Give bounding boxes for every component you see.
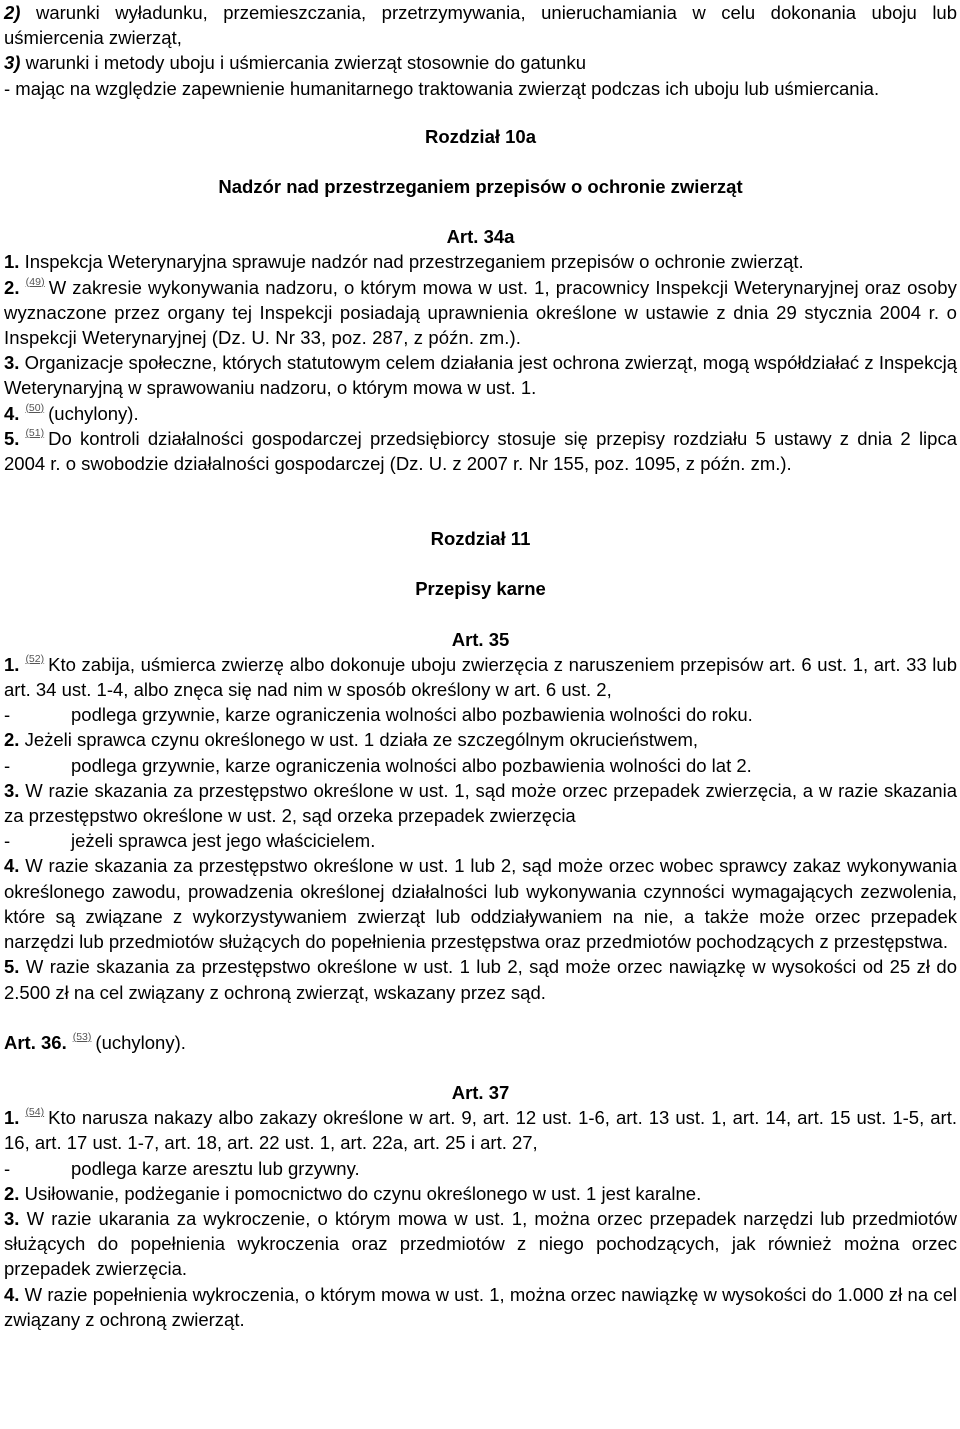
chapter-10a-subtitle: Nadzór nad przestrzeganiem przepisów o ochronie zwierząt <box>218 176 743 198</box>
art35-ust-2 <box>4 727 957 752</box>
paragraph-tail: - mając na względzie zapewnienie humanitarnego traktowania zwierząt podczas ich uboju lub uśmiercania. <box>4 77 880 99</box>
point-2 <box>4 0 957 50</box>
art35-ust-4 <box>4 853 957 954</box>
art35-ust-1 <box>4 652 957 702</box>
article-36-text: (uchylony). <box>95 1031 186 1053</box>
ust-number: 3. <box>4 1207 20 1229</box>
ust-text: Do kontroli działalności gospodarczej przedsiębiorcy stosuje się przepisy rozdziału 5 ustawy z dnia 2 lipca 2004 r. o swobodzie działalności gospodarczej (Dz. U. z 2007 r. Nr 155, poz. 1095, z późn. zm.). <box>4 427 957 475</box>
dash-marker: - <box>4 704 11 726</box>
art35-ust-3 <box>4 778 957 828</box>
ust-number: 3. <box>4 779 20 801</box>
ust-number: 1. <box>4 1107 20 1129</box>
ust-number: 2. <box>4 1182 20 1204</box>
ust-number: 5. <box>4 427 20 449</box>
condition-text: jeżeli sprawca jest jego właścicielem. <box>71 830 376 852</box>
ust-number: 4. <box>4 1283 20 1305</box>
article-35-heading: Art. 35 <box>451 628 510 650</box>
ust-number: 2. <box>4 729 20 751</box>
penalty-text: podlega grzywnie, karze ograniczenia wolności albo pozbawienia wolności do lat 2. <box>71 754 752 776</box>
article-36 <box>4 1030 957 1055</box>
art37-ust-3 <box>4 1206 957 1282</box>
ust-text: W razie skazania za przestępstwo określone w ust. 1, sąd może orzec przepadek zwierzęcia, a w razie skazania za przestępstwo określone w ust. 2, sąd orzeka przepadek zwierzęcia <box>4 779 957 827</box>
ust-text: (uchylony). <box>48 402 139 424</box>
footnote-link-53[interactable]: (53) <box>72 1030 92 1043</box>
point-3-text: warunki i metody uboju i uśmiercania zwierząt stosownie do gatunku <box>25 52 587 74</box>
art34a-ust-5 <box>4 426 957 476</box>
article-34a-heading: Art. 34a <box>446 226 515 248</box>
chapter-10a-title: Rozdział 10a <box>424 125 537 147</box>
ust-number: 5. <box>4 956 20 978</box>
ust-text: Usiłowanie, podżeganie i pomocnictwo do czynu określonego w ust. 1 jest karalne. <box>24 1182 702 1204</box>
ust-text: W razie skazania za przestępstwo określone w ust. 1 lub 2, sąd może orzec wobec sprawcy zakaz wykonywania określonego zawodu, prowadzenia określonej działalności lub wykonywania czynności wymagających zezwolenia, które są związane z wykorzystywaniem zwierząt lub oddziaływaniem na nie, a także może orzec przepadek narzędzi lub przedmiotów służących do popełnienia przestępstwa oraz przedmiotów pochodzących z przestępstwa. <box>4 855 957 953</box>
dash-marker: - <box>4 1157 11 1179</box>
ust-text: Organizacje społeczne, których statutowym celem działania jest ochrona zwierząt, mogą współdziałać z Inspekcją Weterynaryjną w sprawowaniu nadzoru, o którym mowa w ust. 1. <box>4 352 957 399</box>
art37-ust-4 <box>4 1282 957 1332</box>
ust-number: 4. <box>4 402 20 424</box>
penalty-text: podlega grzywnie, karze ograniczenia wolności albo pozbawienia wolności do roku. <box>71 704 753 726</box>
footnote-link-49[interactable]: (49) <box>25 275 45 288</box>
art34a-ust-1 <box>4 249 957 274</box>
ust-text: Inspekcja Weterynaryjna sprawuje nadzór nad przestrzeganiem przepisów o ochronie zwierząt. <box>24 251 804 273</box>
art37-ust-2 <box>4 1181 957 1206</box>
ust-text: Kto zabija, uśmierca zwierzę albo dokonuje uboju zwierzęcia z naruszeniem przepisów art. 6 ust. 1, art. 33 lub art. 34 ust. 1-4, albo znęca się nad nim w sposób określony w art. 6 ust. 2, <box>4 653 957 701</box>
point-3 <box>4 50 957 75</box>
art37-ust-1 <box>4 1105 957 1155</box>
art35-ust-2-penalty <box>4 753 957 778</box>
ust-text: Jeżeli sprawca czynu określonego w ust. 1 działa ze szczególnym okrucieństwem, <box>24 729 699 751</box>
point-2-text: warunki wyładunku, przemieszczania, przetrzymywania, unieruchamiania w celu dokonania uboju lub uśmiercenia zwierząt, <box>4 2 958 49</box>
ust-number: 1. <box>4 251 20 273</box>
art34a-ust-2 <box>4 275 957 351</box>
ust-number: 4. <box>4 855 20 877</box>
chapter-11-title: Rozdział 11 <box>430 528 531 550</box>
ust-text: W razie ukarania za wykroczenie, o którym mowa w ust. 1, można orzec przepadek narzędzi lub przedmiotów służących do popełnienia wykroczenia oraz przedmiotów z niego pochodzących, jak również można orzec przepadek zwierzęcia. <box>4 1207 957 1280</box>
penalty-text: podlega karze aresztu lub grzywny. <box>71 1157 360 1179</box>
ust-number: 2. <box>4 276 20 298</box>
art34a-ust-3 <box>4 350 957 400</box>
article-37-heading: Art. 37 <box>451 1081 510 1103</box>
art37-ust-1-penalty <box>4 1156 957 1181</box>
art35-ust-1-penalty <box>4 702 957 727</box>
ust-number: 3. <box>4 352 20 374</box>
art35-ust-3-condition <box>4 828 957 853</box>
dash-marker: - <box>4 754 11 776</box>
footnote-link-52[interactable]: (52) <box>25 652 45 665</box>
dash-marker: - <box>4 830 11 852</box>
footnote-link-51[interactable]: (51) <box>25 426 45 439</box>
chapter-11-subtitle: Przepisy karne <box>415 578 546 600</box>
ust-text: W zakresie wykonywania nadzoru, o którym mowa w ust. 1, pracownicy Inspekcji Weterynaryjnej oraz osoby wyznaczone przez organy tej Inspekcji posiadają uprawnienia określone w ustawie z dnia 29 stycznia 2004 r. o Inspekcji Weterynaryjnej (Dz. U. Nr 33, poz. 287, z późn. zm.). <box>4 276 957 349</box>
ust-text: Kto narusza nakazy albo zakazy określone w art. 9, art. 12 ust. 1-6, art. 13 ust. 1, art. 14, art. 15 ust. 1-5, art. 16, art. 17 ust. 1-7, art. 18, art. 22 ust. 1, art. 22a, art. 25 i art. 27, <box>4 1107 957 1154</box>
art35-ust-5 <box>4 954 957 1004</box>
ust-number: 1. <box>4 653 20 675</box>
art34a-ust-4 <box>4 401 957 426</box>
footnote-link-50[interactable]: (50) <box>25 401 45 414</box>
point-3-number: 3) <box>4 52 21 74</box>
point-2-number: 2) <box>4 2 21 23</box>
ust-text: W razie popełnienia wykroczenia, o którym mowa w ust. 1, można orzec nawiązkę w wysokości do 1.000 zł na cel związany z ochroną zwierząt. <box>4 1283 957 1330</box>
ust-text: W razie skazania za przestępstwo określone w ust. 1 lub 2, sąd może orzec nawiązkę w wysokości od 25 zł do 2.500 zł na cel związany z ochroną zwierząt, wskazany przez sąd. <box>4 956 957 1003</box>
article-36-heading: Art. 36. <box>4 1031 67 1053</box>
footnote-link-54[interactable]: (54) <box>25 1106 45 1119</box>
